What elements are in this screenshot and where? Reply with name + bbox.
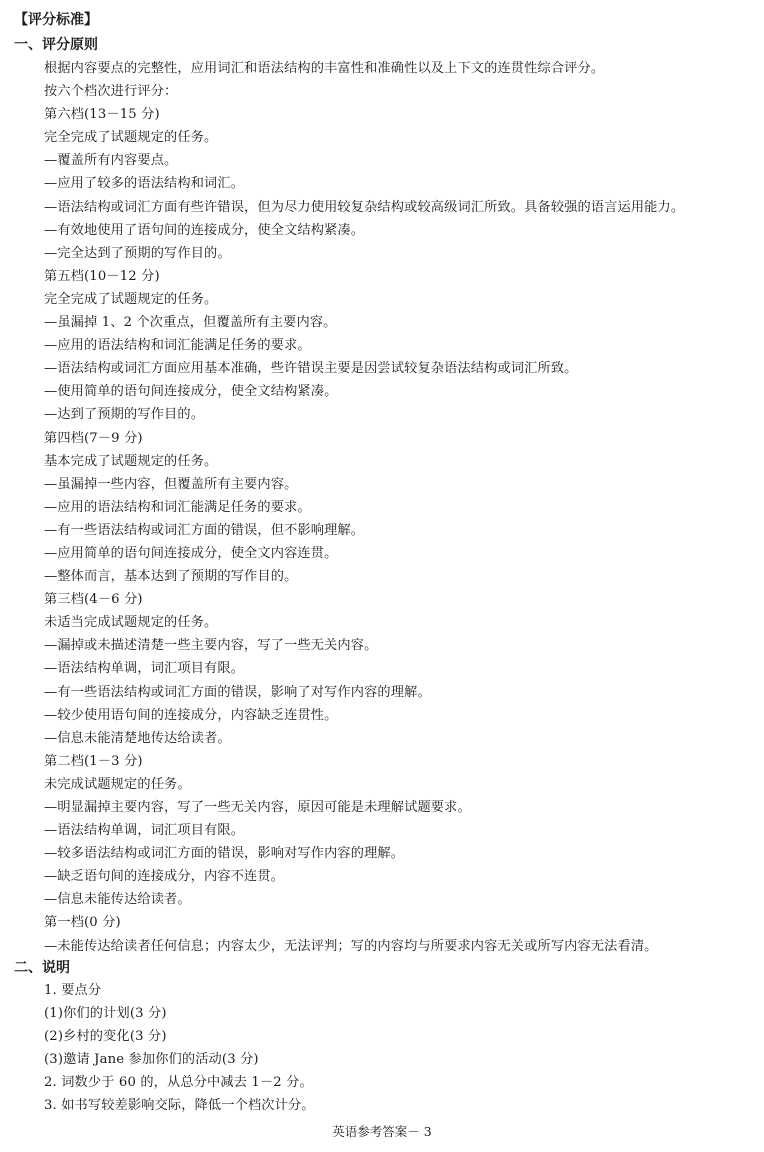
page-title: 【评分标准】 [14,12,98,28]
criteria-item: —语法结构单调，词汇项目有限。 [44,661,245,677]
criteria-item: —使用简单的语句间连接成分，使全文结构紧凑。 [44,384,338,400]
note-item: 2. 词数少于 60 的，从总分中减去 1－2 分。 [44,1075,313,1091]
criteria-item: —达到了预期的写作目的。 [44,407,205,423]
note-item: (1)你们的计划(3 分) [44,1006,167,1022]
text-line: 完全完成了试题规定的任务。 [44,291,218,307]
criteria-item: —语法结构或词汇方面有些许错误，但为尽力使用较复杂结构或较高级词汇所致。具备较强的语言运用能力。 [44,199,685,215]
criteria-item: —未能传达给读者任何信息；内容太少，无法评判；写的内容均与所要求内容无关或所写内容无法看清。 [44,938,658,954]
criteria-item: —漏掉或未描述清楚一些主要内容，写了一些无关内容。 [44,638,378,654]
note-item: 3. 如书写较差影响交际，降低一个档次计分。 [44,1098,315,1114]
criteria-item: —有效地使用了语句间的连接成分，使全文结构紧凑。 [44,222,365,238]
section1-heading: 一、评分原则 [14,37,98,53]
note-item: 1. 要点分 [44,983,102,998]
criteria-item: —信息未能传达给读者。 [44,892,191,908]
section1-body [44,57,759,958]
criteria-item: —整体而言，基本达到了预期的写作目的。 [44,569,298,585]
criteria-item: —信息未能清楚地传达给读者。 [44,730,231,746]
note-item: (3)邀请 Jane 参加你们的活动(3 分) [44,1052,259,1068]
text-line: 按六个档次进行评分： [44,84,178,100]
grade-heading: 第四档(7－9 分) [44,430,143,446]
grade-heading: 第二档(1－3 分) [44,753,143,769]
criteria-item: —应用简单的语句间连接成分，使全文内容连贯。 [44,545,338,561]
section2-heading: 二、说明 [14,960,70,976]
page-footer: 英语参考答案－ 3 [332,1124,432,1139]
criteria-item: —应用了较多的语法结构和词汇。 [44,176,245,192]
criteria-item: —语法结构单调，词汇项目有限。 [44,823,245,839]
criteria-item: —较多语法结构或词汇方面的错误，影响对写作内容的理解。 [44,846,405,862]
criteria-item: —虽漏掉一些内容，但覆盖所有主要内容。 [44,476,298,492]
text-line: 完全完成了试题规定的任务。 [44,130,218,146]
criteria-item: —有一些语法结构或词汇方面的错误，影响了对写作内容的理解。 [44,684,431,700]
criteria-item: —完全达到了预期的写作目的。 [44,245,231,261]
text-line: 根据内容要点的完整性，应用词汇和语法结构的丰富性和准确性以及上下文的连贯性综合评分。 [44,61,605,76]
grade-heading: 第一档(0 分) [44,915,121,931]
criteria-item: —应用的语法结构和词汇能满足任务的要求。 [44,499,311,515]
criteria-item: —语法结构或词汇方面应用基本准确，些许错误主要是因尝试较复杂语法结构或词汇所致。 [44,361,578,377]
criteria-item: —虽漏掉 1、2 个次重点，但覆盖所有主要内容。 [44,315,337,331]
criteria-item: —应用的语法结构和词汇能满足任务的要求。 [44,338,311,354]
criteria-item: —较少使用语句间的连接成分，内容缺乏连贯性。 [44,707,338,723]
criteria-item: —有一些语法结构或词汇方面的错误，但不影响理解。 [44,522,365,538]
grade-heading: 第三档(4－6 分) [44,592,143,608]
grade-heading: 第六档(13－15 分) [44,107,160,123]
grade-heading: 第五档(10－12 分) [44,268,160,284]
text-line: 未完成试题规定的任务。 [44,776,191,792]
section2-body [44,979,759,1118]
criteria-item: —缺乏语句间的连接成分，内容不连贯。 [44,869,285,885]
criteria-item: —覆盖所有内容要点。 [44,153,178,169]
text-line: 基本完成了试题规定的任务。 [44,453,218,469]
criteria-item: —明显漏掉主要内容，写了一些无关内容，原因可能是未理解试题要求。 [44,800,471,815]
text-line: 未适当完成试题规定的任务。 [44,615,218,631]
note-item: (2)乡村的变化(3 分) [44,1029,167,1045]
